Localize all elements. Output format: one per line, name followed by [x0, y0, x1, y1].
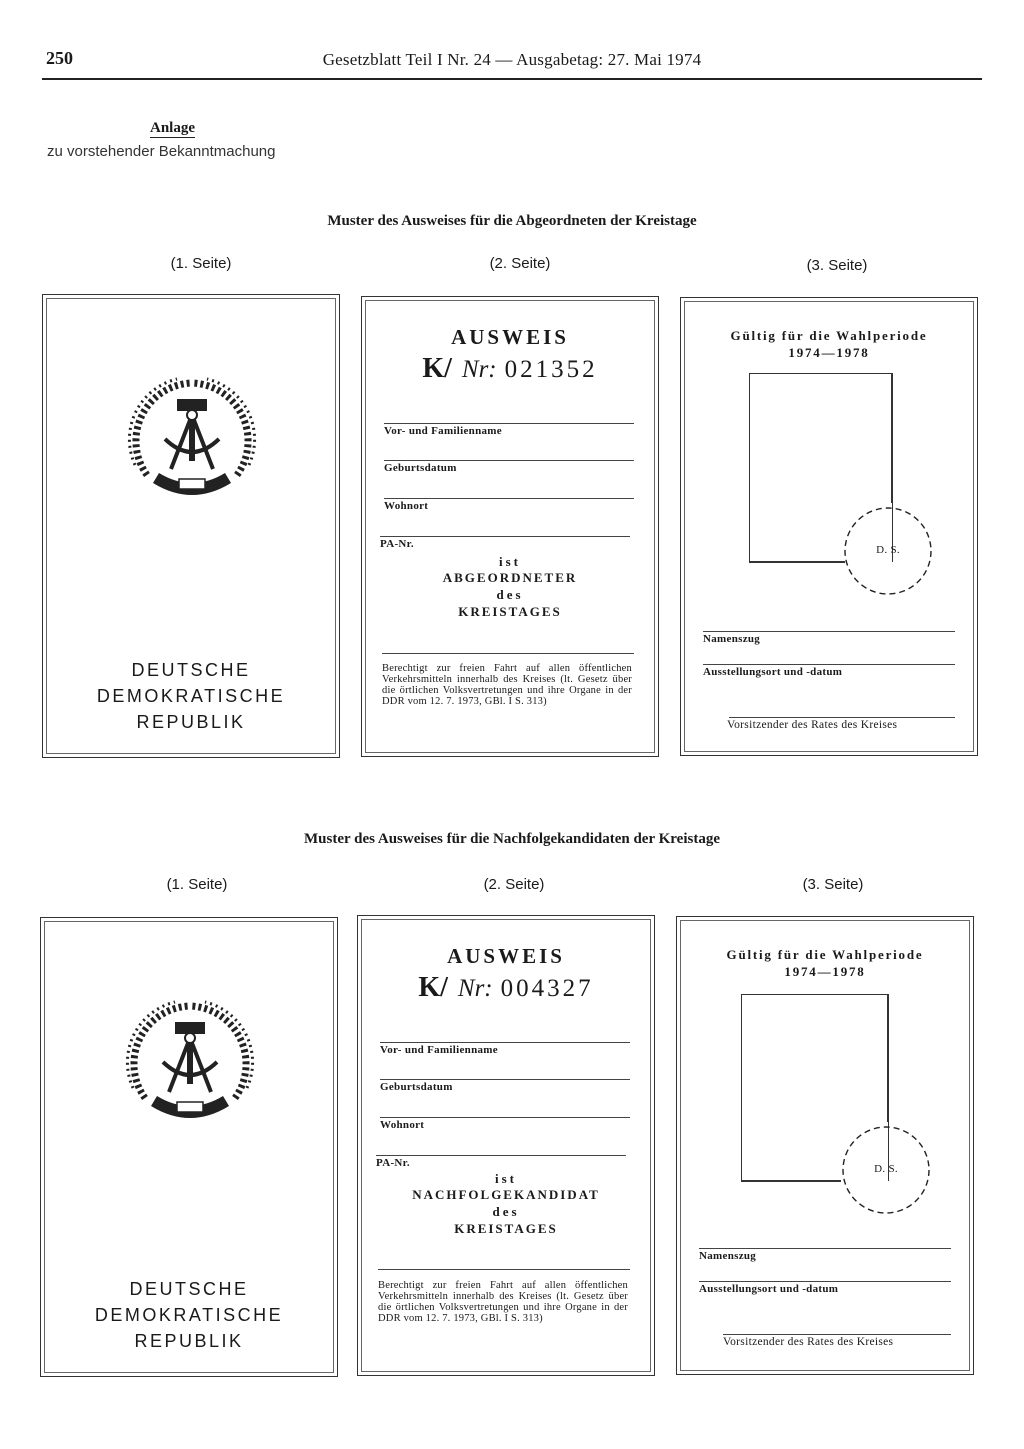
ausweis-title: AUSWEIS [451, 325, 569, 349]
k-prefix: K/ [422, 353, 452, 384]
page-number: 250 [46, 48, 73, 68]
ist-label: ist [499, 554, 521, 569]
country-line-1: DEUTSCHE [131, 660, 251, 680]
page-label-1b: (1. Seite) [166, 876, 228, 893]
chair-label: Vorsitzender des Rates des Kreises [727, 719, 898, 731]
page-label-3: (3. Seite) [806, 257, 868, 274]
note-rule [382, 653, 634, 654]
field-name: Vor- und Familienname [380, 1042, 630, 1056]
gazette-title: Gesetzblatt Teil I Nr. 24 — Ausgabetag: 27. Mai 1974 [322, 50, 702, 69]
role-label: ABGEORDNETER [442, 570, 578, 585]
id-validity-card-candidate [676, 916, 974, 1375]
field-birth: Geburtsdatum [384, 460, 634, 474]
free-travel-note: Berechtigt zur freien Fahrt auf allen öffentlichen Verkehrsmitteln innerhalb des Kreises (lt. Gesetz über die örtlichen Volksvertretungen und ihre Organe in der DDR vom 12. 7. 1973, GBl. I S. 313) [382, 663, 632, 707]
ist-label: ist [495, 1171, 517, 1186]
field-name: Vor- und Familienname [384, 423, 634, 437]
place-date-label: Ausstellungsort und -datum [703, 666, 843, 678]
des-label: des [492, 1204, 520, 1219]
body-label: KREISTAGES [454, 1221, 558, 1236]
k-prefix: K/ [418, 972, 448, 1003]
validity-line-1: Gültig für die Wahlperiode [726, 947, 924, 962]
state-emblem-icon [105, 988, 275, 1138]
state-emblem-icon [107, 365, 277, 515]
validity-line-1: Gültig für die Wahlperiode [730, 328, 928, 343]
validity-line-2: 1974—1978 [788, 345, 870, 360]
id-details-card-deputy [361, 296, 659, 757]
note-rule [378, 1269, 630, 1270]
country-line-1: DEUTSCHE [129, 1279, 249, 1299]
signature-label: Namenszug [703, 633, 761, 645]
chair-label: Vorsitzender des Rates des Kreises [723, 1336, 894, 1348]
seal-label: D. S. [874, 1163, 898, 1175]
field-pa: PA-Nr. [380, 536, 630, 550]
validity-line-2: 1974—1978 [784, 964, 866, 979]
id-validity-card-deputy [680, 297, 978, 756]
serial-number: 004327 [500, 975, 594, 1002]
nr-label: Nr: [461, 356, 497, 383]
field-residence: Wohnort [380, 1117, 630, 1131]
place-date-label: Ausstellungsort und -datum [699, 1283, 839, 1295]
page-label-3b: (3. Seite) [802, 876, 864, 893]
nr-label: Nr: [457, 975, 493, 1002]
signature-label: Namenszug [699, 1250, 757, 1262]
field-pa: PA-Nr. [376, 1155, 626, 1169]
field-residence: Wohnort [384, 498, 634, 512]
des-label: des [496, 587, 524, 602]
body-label: KREISTAGES [458, 604, 562, 619]
ausweis-number [358, 972, 654, 1004]
page-label-2: (2. Seite) [489, 255, 551, 272]
section-heading-candidates: Muster des Ausweises für die Nachfolgekandidaten der Kreistage [304, 831, 720, 847]
id-cover-card [42, 294, 340, 758]
header-rule [42, 78, 982, 80]
role-label: NACHFOLGEKANDIDAT [412, 1187, 600, 1202]
country-line-2: DEMOKRATISCHE REPUBLIK [96, 686, 286, 732]
country-line-2: DEMOKRATISCHE REPUBLIK [94, 1305, 284, 1351]
serial-number: 021352 [504, 356, 598, 383]
page-label-1: (1. Seite) [170, 255, 232, 272]
ausweis-number [362, 353, 658, 385]
id-cover-card-2 [40, 917, 338, 1377]
ausweis-title: AUSWEIS [447, 944, 565, 968]
page-label-2b: (2. Seite) [483, 876, 545, 893]
field-birth: Geburtsdatum [380, 1079, 630, 1093]
seal-label: D. S. [876, 544, 900, 556]
free-travel-note: Berechtigt zur freien Fahrt auf allen öffentlichen Verkehrsmitteln innerhalb des Kreises (lt. Gesetz über die örtlichen Volksvertretungen und ihre Organe in der DDR vom 12. 7. 1973, GBl. I S. 313) [378, 1280, 628, 1324]
section-heading-deputies: Muster des Ausweises für die Abgeordneten der Kreistage [327, 213, 697, 229]
id-details-card-candidate [357, 915, 655, 1376]
annex-subtitle: zu vorstehender Bekanntmachung [47, 143, 276, 160]
annex-title: Anlage [150, 120, 195, 136]
